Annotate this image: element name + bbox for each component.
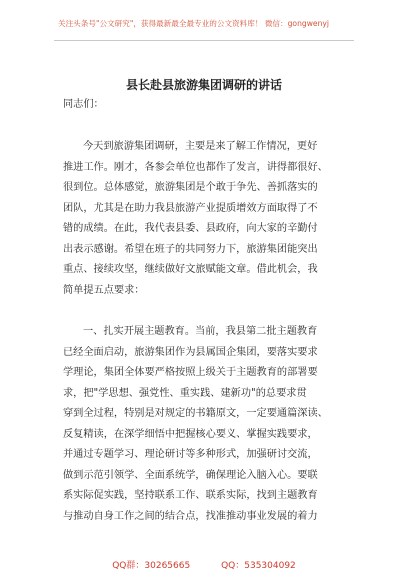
footer-qq-group: QQ群：30265665 — [112, 561, 191, 571]
paragraph-line: 简单提五点要求： — [63, 284, 145, 296]
paragraph-line: 穿到全过程，特别是对规定的书籍原文，一定要通篇深读、 — [63, 408, 328, 419]
paragraph-line: 反复精读，在深学细悟中把握核心要义、掌握实践要求， — [63, 428, 318, 440]
paragraph-line: 一、扎实开展主题教育。当前，我县第二批主题教育 — [83, 326, 318, 337]
footer-contact — [0, 558, 408, 571]
paragraph-line: 做到示范引领学、全面系统学，确保理论入脑入心。要联 — [63, 469, 318, 481]
paragraph-line: 今天到旅游集团调研，主要是来了解工作情况，更好 — [83, 141, 318, 152]
paragraph-line: 重点、接续攻坚，继续做好文旅赋能文章。借此机会，我 — [63, 264, 318, 275]
document-title: 县长赴县旅游集团调研的讲话 — [125, 78, 282, 92]
paragraph-line: 系实际促实践，坚持联系工作、联系实际，找到主题教育 — [63, 490, 318, 501]
paragraph-line: 很到位。总体感觉，旅游集团是个敢于争先、善抓落实的 — [63, 182, 318, 193]
paragraph-line: 与推动自身工作之间的结合点，找准推动事业发展的着力 — [63, 510, 318, 522]
paragraph-intro-cont — [63, 219, 351, 301]
header-divider — [54, 40, 354, 41]
paragraph-line: 并通过专题学习、理论研讨等多种形式，加强研讨交流， — [63, 449, 318, 460]
paragraph-line: 出表示感谢。希望在班子的共同努力下，旅游集团能突出 — [63, 243, 318, 255]
paragraph-line: 已经全面启动，旅游集团作为县属国企集团，要落实要求 — [63, 346, 318, 358]
paragraph-line: 团队，尤其是在助力我县旅游产业提质增效方面取得了不 — [63, 202, 318, 214]
header-promo-note: 关注头条号"公文研究"，获得最新最全最专业的公文资料库！ 微信：gongwenyj — [58, 19, 330, 28]
paragraph-line: 求，把"学思想、强党性、重实践、建新功"的总要求贯 — [63, 387, 307, 399]
salutation: 同志们： — [63, 99, 104, 110]
paragraph-requirement-1 — [63, 322, 351, 527]
paragraph-line: 学理论，集团全体要严格按照上级关于主题教育的部署要 — [63, 367, 318, 378]
paragraph-line: 推进工作。刚才，各参会单位也都作了发言，讲得都很好、 — [63, 161, 328, 173]
paragraph-line: 错的成绩。在此，我代表县委、县政府，向大家的辛勤付 — [63, 223, 318, 234]
paragraph-intro — [63, 137, 351, 219]
footer-qq: QQ：535304092 — [221, 561, 296, 571]
